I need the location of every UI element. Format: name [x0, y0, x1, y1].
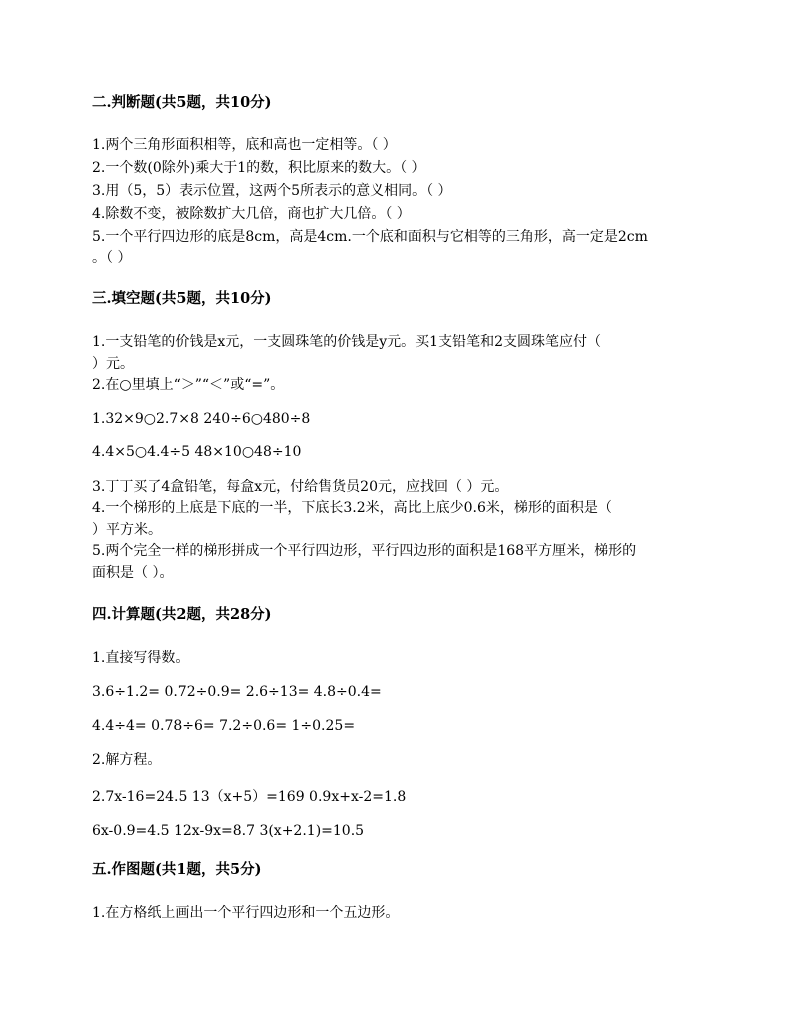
judge-q5-line1: 5.一个平行四边形的底是8cm，高是4cm.一个底和面积与它相等的三角形，高一定是2cm — [92, 229, 648, 245]
fill-q1-line1: 1.一支铅笔的价钱是x元，一支圆珠笔的价钱是y元。买1支铅笔和2支圆珠笔应付（ — [92, 334, 601, 350]
fill-q3: 3.丁丁买了4盒铅笔，每盒x元，付给售货员20元，应找回（ ）元。 — [92, 479, 509, 495]
judge-q1: 1.两个三角形面积相等，底和高也一定相等。（ ） — [92, 137, 397, 153]
section-3-heading: 三.填空题(共5题，共10分) — [92, 290, 272, 307]
fill-q5-line2: 面积是（ ）。 — [92, 565, 174, 581]
calc-q1-row2: 4.4÷4= 0.78÷6= 7.2÷0.6= 1÷0.25= — [92, 718, 356, 734]
judge-q4: 4.除数不变，被除数扩大几倍，商也扩大几倍。（ ） — [92, 206, 411, 222]
draw-q1: 1.在方格纸上画出一个平行四边形和一个五边形。 — [92, 905, 400, 921]
calc-q1: 1.直接写得数。 — [92, 650, 190, 666]
fill-q2: 2.在○里填上“＞”“＜”或“=”。 — [92, 377, 285, 393]
section-5-heading: 五.作图题(共1题，共5分) — [92, 861, 262, 878]
judge-q3: 3.用（5，5）表示位置，这两个5所表示的意义相同。（ ） — [92, 183, 452, 199]
calc-q2-row1: 2.7x-16=24.5 13（x+5）=169 0.9x+x-2=1.8 — [92, 789, 407, 805]
fill-q4-line1: 4.一个梯形的上底是下底的一半，下底长3.2米，高比上底少0.6米，梯形的面积是（ — [92, 500, 612, 516]
judge-q2: 2.一个数(0除外)乘大于1的数，积比原来的数大。（ ） — [92, 160, 426, 176]
fill-q5-line1: 5.两个完全一样的梯形拼成一个平行四边形，平行四边形的面积是168平方厘米，梯形的 — [92, 543, 637, 559]
fill-q4-line2: ）平方米。 — [92, 522, 162, 538]
section-4-heading: 四.计算题(共2题，共28分) — [92, 606, 272, 623]
calc-q2-row2: 6x-0.9=4.5 12x-9x=8.7 3(x+2.1)=10.5 — [92, 823, 365, 839]
fill-q2-row2: 4.4×5○4.4÷5 48×10○48÷10 — [92, 444, 302, 460]
section-2-heading: 二.判断题(共5题，共10分) — [92, 94, 272, 111]
calc-q1-row1: 3.6÷1.2= 0.72÷0.9= 2.6÷13= 4.8÷0.4= — [92, 684, 382, 700]
fill-q2-row1: 1.32×9○2.7×8 240÷6○480÷8 — [92, 411, 311, 427]
judge-q5-line2: 。（ ） — [92, 250, 132, 266]
fill-q1-line2: ）元。 — [92, 356, 134, 372]
calc-q2: 2.解方程。 — [92, 752, 162, 768]
